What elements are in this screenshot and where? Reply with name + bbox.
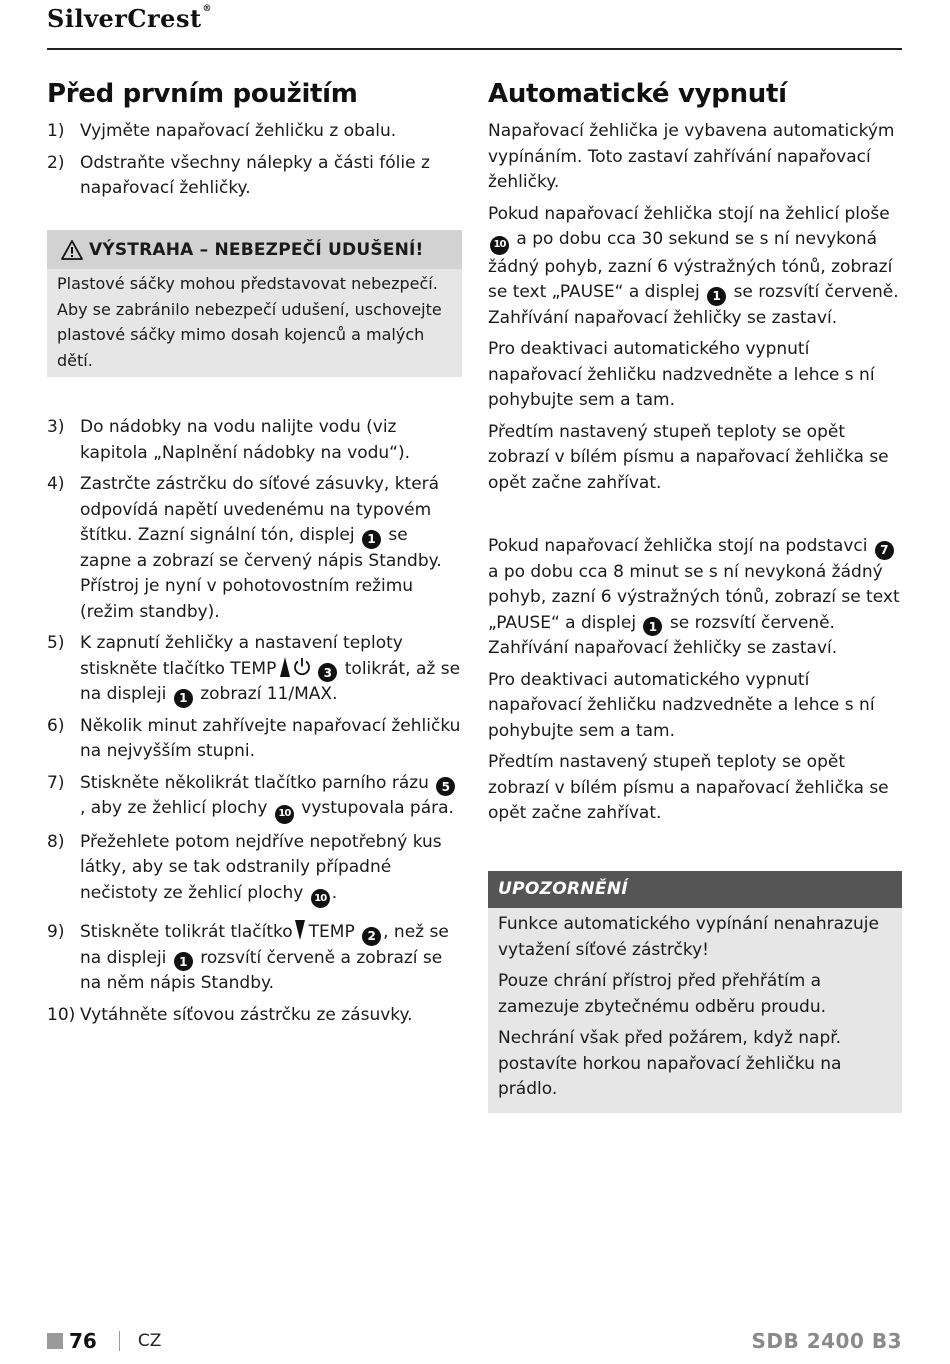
step-10: 10) Vytáhněte síťovou zástrčku ze zásuvky. [47, 1004, 413, 1025]
temp-down-arrow-icon [295, 920, 305, 940]
step-1: 1) Vyjměte napařovací žehličku z obalu. [47, 121, 397, 141]
language-code: CZ [137, 1331, 162, 1351]
section-title-first-use: Před prvním použitím [47, 79, 358, 109]
note-box [488, 871, 902, 1113]
model-number: SDB 2400 B3 [751, 1329, 902, 1353]
warning-triangle-icon [61, 240, 83, 260]
right-column [488, 75, 902, 1113]
note-line: Nechrání však před požárem, když např. postavíte horkou napařovací žehličku na prádlo. [498, 1028, 842, 1099]
auto-off-deactivate-2: Pro deaktivaci automatického vypnutí napařovací žehličku nadzvedněte a lehce s ní pohybujte sem a tam. [488, 669, 875, 741]
soleplate-callout-10: 10 [275, 805, 294, 824]
step-4: 4) Zastrčte zástrčku do síťové zásuvky, která odpovídá napětí uvedenému na typovém štítku. Zazní signální tón, displej 1 se zapne a zobrazí se červený nápis Standby. Přístroj je nyní v pohotovostním režimu (režim standby). [47, 474, 442, 622]
step-9: 9) Stiskněte tolikrát tlačítko TEMP 2 , než se na displeji 1 rozsvítí červeně a zobrazí se na něm nápis Standby. [47, 922, 449, 993]
temp-button-callout-2: 2 [362, 927, 381, 946]
auto-off-resume-1: Předtím nastavený stupeň teploty se opět zobrazí v bílém písmu a napařovací žehlička se opět začne zahřívat. [488, 421, 889, 493]
step-8: 8) Přežehlete potom nejdříve nepotřebný kus látky, aby se tak odstranily případné nečistoty ze žehlicí plochy 10 . [47, 830, 462, 909]
footer-divider [119, 1331, 120, 1351]
auto-off-intro: Napařovací žehlička je vybavena automatickým vypínáním. Toto zastaví zahřívání napařovací žehličky. [488, 121, 895, 192]
stand-callout-7: 7 [875, 541, 894, 560]
section-title-auto-off: Automatické vypnutí [488, 79, 787, 109]
auto-off-deactivate-1: Pro deaktivaci automatického vypnutí napařovací žehličku nadzvedněte a lehce s ní pohybujte sem a tam. [488, 339, 875, 410]
warning-title: VÝSTRAHA – NEBEZPEČÍ UDUŠENÍ! [89, 239, 424, 260]
display-callout-1: 1 [643, 617, 662, 636]
footer-square-marker [47, 1333, 63, 1349]
step-6: 6) Několik minut zahřívejte napařovací žehličku na nejvyšším stupni. [47, 715, 461, 761]
step-2: 2) Odstraňte všechny nálepky a části fólie z napařovací žehličky. [47, 152, 430, 198]
note-text [488, 908, 902, 1113]
step-3: 3) Do nádobky na vodu nalijte vodu (viz kapitola „Naplnění nádobky na vodu“). [47, 417, 411, 463]
display-callout-1: 1 [174, 689, 193, 708]
left-column [47, 75, 462, 1034]
soleplate-callout-10: 10 [490, 236, 509, 255]
warning-box [47, 230, 462, 378]
auto-off-stand-paragraph: Pokud napařovací žehlička stojí na podstavci 7 a po dobu cca 8 minut se s ní nevykoná žádný pohyb, zazní 6 výstražných tónů, zobrazí se text „PAUSE“ a displej 1 se rozsvítí červeně. Zahřívání napařovací žehličky se zastaví. [488, 536, 900, 658]
warning-header [47, 230, 462, 270]
soleplate-callout-10: 10 [311, 889, 330, 908]
temp-up-arrow-icon [280, 657, 290, 677]
auto-off-soleplate-paragraph: Pokud napařovací žehlička stojí na žehlicí ploše 10 a po dobu cca 30 sekund se s ní nevykoná žádný pohyb, zazní 6 výstražných tónů, zobrazí se text „PAUSE“ a displej 1 se rozsvítí červeně. Zahřívání napařovací žehličky se zastaví. [488, 203, 899, 328]
display-callout-1: 1 [174, 952, 193, 971]
header-divider [47, 48, 902, 50]
note-line: Funkce automatického vypínání nenahrazuje vytažení síťové zástrčky! [498, 914, 879, 960]
temp-button-callout-3: 3 [318, 663, 337, 682]
auto-off-resume-2: Předtím nastavený stupeň teploty se opět zobrazí v bílém písmu a napařovací žehlička se opět začne zahřívat. [488, 752, 889, 823]
power-icon [292, 657, 312, 677]
page-number: 76 [69, 1329, 97, 1353]
step-5: 5) K zapnutí žehličky a nastavení teploty stiskněte tlačítko TEMP 3 tolikrát, až se na displeji 1 zobrazí 11/MAX. [47, 631, 462, 708]
step-7: 7) Stiskněte několikrát tlačítko parního rázu 5, aby ze žehlicí plochy 10 vystupovala pára. [47, 771, 462, 824]
note-header: UPOZORNĚNÍ [488, 871, 902, 909]
brand-logo: SilverCrest® [47, 4, 213, 33]
note-line: Pouze chrání přístroj před přehřátím a zamezuje zbytečnému odběru proudu. [498, 971, 827, 1017]
warning-text: Plastové sáčky mohou představovat nebezpečí. Aby se zabránilo nebezpečí udušení, uschovejte plastové sáčky mimo dosah kojenců a malých dětí. [57, 274, 442, 370]
display-callout-1: 1 [707, 287, 726, 306]
page-footer [47, 1328, 902, 1354]
display-callout-1: 1 [362, 530, 381, 549]
steam-button-callout-5: 5 [436, 777, 455, 796]
